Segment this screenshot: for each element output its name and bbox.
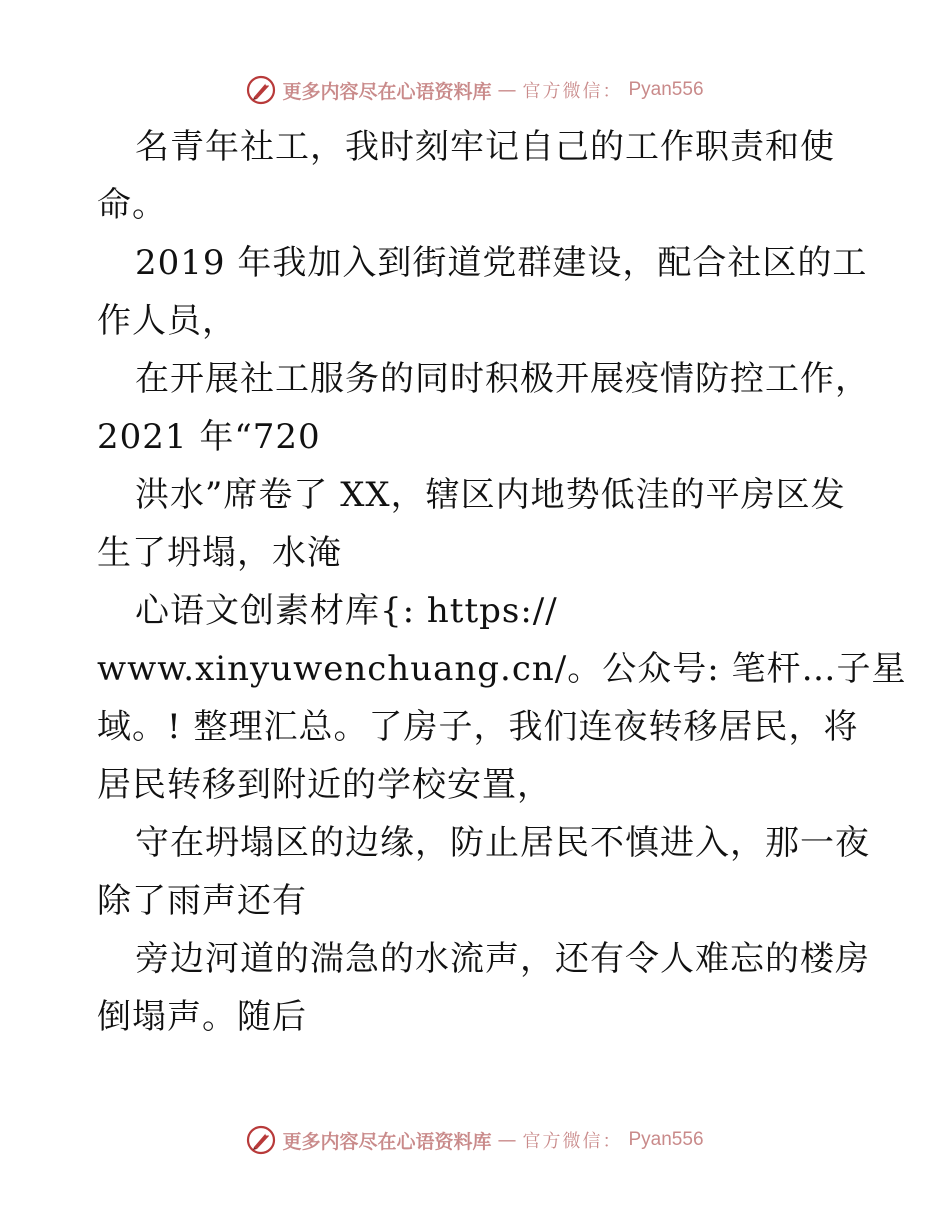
header-banner: [0, 72, 950, 108]
body-line: 倒塌声。随后: [97, 997, 307, 1037]
footer-banner: [0, 1122, 950, 1158]
pen-logo-icon: [246, 1125, 276, 1155]
banner-separator: —: [497, 79, 517, 101]
banner-separator: —: [497, 1129, 517, 1151]
body-line: 在开展社工服务的同时积极开展疫情防控工作，: [135, 359, 870, 399]
banner-official-label: 官方微信：: [522, 1131, 623, 1152]
body-line: 2021 年“720: [97, 417, 321, 457]
body-line: 旁边河道的湍急的水流声，还有令人难忘的楼房: [135, 939, 870, 979]
banner-wechat-id: Pyan556: [628, 79, 704, 100]
body-line: 生了坍塌，水淹: [97, 533, 342, 573]
banner-promo-text: 更多内容尽在心语资料库: [282, 1130, 492, 1153]
pen-logo-icon: [246, 75, 276, 105]
banner-official-label: 官方微信：: [522, 81, 623, 102]
body-line: 名青年社工，我时刻牢记自己的工作职责和使: [135, 127, 835, 167]
body-line: 心语文创素材库{: https://: [135, 591, 558, 631]
body-line: 除了雨声还有: [97, 881, 307, 921]
body-line: 居民转移到附近的学校安置，: [97, 765, 552, 805]
body-line: 洪水”席卷了 XX，辖区内地势低洼的平房区发: [135, 475, 846, 515]
body-line: 作人员，: [97, 301, 237, 341]
banner-wechat-id: Pyan556: [628, 1129, 704, 1150]
document-body: [97, 118, 907, 1046]
body-line: www.xinyuwenchuang.cn/。公众号: 笔杆…子星: [97, 649, 907, 689]
body-line: 命。: [97, 185, 167, 225]
body-line: 域。! 整理汇总。了房子，我们连夜转移居民，将: [97, 707, 859, 747]
body-line: 守在坍塌区的边缘，防止居民不慎进入，那一夜: [135, 823, 870, 863]
banner-promo-text: 更多内容尽在心语资料库: [282, 80, 492, 103]
body-line: 2019 年我加入到街道党群建设，配合社区的工: [135, 243, 868, 283]
